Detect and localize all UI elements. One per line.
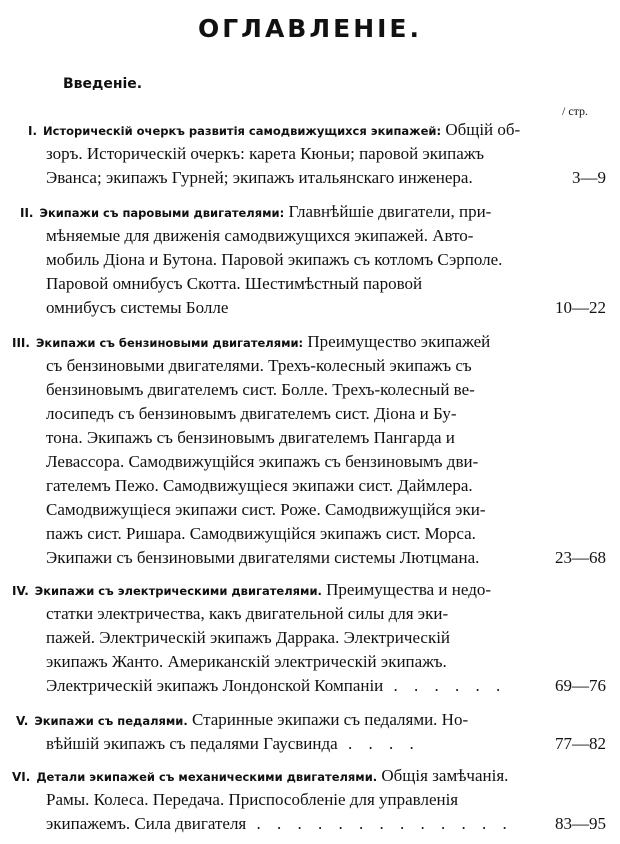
entry-text: Общія замѣчанія. xyxy=(381,766,509,785)
entry-line: съ бензиновыми двигателями. Трехъ-колесный экипажъ съ xyxy=(46,356,472,375)
introduction-heading: Введеніе. xyxy=(63,76,143,92)
entry-first-line xyxy=(28,118,608,142)
entry-number: II. xyxy=(20,206,34,220)
entry-pages: 77—82 xyxy=(555,734,606,753)
entry-line: Паровой омнибусъ Скотта. Шестимѣстный паровой xyxy=(46,274,423,293)
entry-line xyxy=(46,674,526,698)
entry-line: Левассора. Самодвижущійся экипажъ съ бензиновымъ дви- xyxy=(46,452,479,471)
entry-first-line xyxy=(16,708,610,732)
entry-line: мѣняемые для движенія самодвижущихся экипажей. Авто- xyxy=(46,226,474,245)
entry-pages: 23—68 xyxy=(555,548,606,567)
entry-text: экипажемъ. Сила двигателя xyxy=(46,814,247,833)
entry-text: Общій об- xyxy=(445,120,521,139)
entry-line: зоръ. Историческій очеркъ: карета Кюньи; паровой экипажъ xyxy=(46,144,485,163)
entry-pages: 10—22 xyxy=(555,298,606,317)
entry-number: IV. xyxy=(12,584,29,598)
entry-line: Самодвижущіеся экипажи сист. Роже. Самодвижущійся эки- xyxy=(46,500,486,519)
entry-line: Эванса; экипажъ Гурней; экипажъ итальянскаго инженера. xyxy=(46,168,473,187)
leader-dots: . . . . . . xyxy=(383,676,507,695)
page-column-header: / стр. xyxy=(562,104,589,118)
entry-line: экипажъ Жанто. Американскій электрическій экипажъ. xyxy=(46,652,447,671)
entry-text: Старинные экипажи съ педалями. Но- xyxy=(191,710,469,729)
entry-text: Главнѣйшіе двигатели, при- xyxy=(288,202,492,221)
entry-text: Преимущество экипажей xyxy=(307,332,491,351)
entry-heading: Экипажи съ бензиновыми двигателями: xyxy=(35,336,304,350)
entry-line: лосипедъ съ бензиновымъ двигателемъ сист. Діона и Бу- xyxy=(46,404,457,423)
entry-heading: Экипажи съ электрическими двигателями. xyxy=(34,584,322,598)
leader-dots: . . . . . . . . . . . . . xyxy=(246,814,513,833)
entry-text: Электрическій экипажъ Лондонской Компаніи xyxy=(46,676,384,695)
entry-line: пажей. Электрическій экипажъ Даррака. Электрическій xyxy=(46,628,451,647)
entry-pages: 69—76 xyxy=(555,676,606,695)
entry-line: Рамы. Колеса. Передача. Приспособленіе для управленія xyxy=(46,790,459,809)
entry-first-line xyxy=(12,330,610,354)
entry-number: V. xyxy=(16,714,29,728)
entry-line xyxy=(46,812,536,836)
entry-number: I. xyxy=(28,124,38,138)
entry-heading: Экипажи съ паровыми двигателями: xyxy=(39,206,285,220)
entry-number: VI. xyxy=(12,770,31,784)
entry-line: Экипажи съ бензиновыми двигателями системы Лютцмана. xyxy=(46,548,480,567)
entry-line: пажъ сист. Ришара. Самодвижущійся экипажъ сист. Морса. xyxy=(46,524,476,543)
entry-heading: Экипажи съ педалями. xyxy=(34,714,188,728)
entry-pages: 83—95 xyxy=(555,814,606,833)
entry-number: III. xyxy=(12,336,30,350)
entry-text: Преимущества и недо- xyxy=(326,580,492,599)
entry-line: бензиновымъ двигателемъ сист. Болле. Трехъ-колесный ве- xyxy=(46,380,475,399)
entry-first-line xyxy=(12,578,610,602)
entry-line xyxy=(46,732,526,756)
entry-line: статки электричества, какъ двигательной силы для эки- xyxy=(46,604,449,623)
entry-line: гателемъ Пежо. Самодвижущіеся экипажи сист. Даймлера. xyxy=(46,476,473,495)
entry-line: омнибусъ системы Болле xyxy=(46,298,229,317)
page-title: ОГЛАВЛЕНІЕ. xyxy=(198,14,422,43)
entry-heading: Детали экипажей съ механическими двигателями. xyxy=(36,770,378,784)
entry-pages: 3—9 xyxy=(572,168,606,187)
entry-line: тона. Экипажъ съ бензиновымъ двигателемъ Пангарда и xyxy=(46,428,455,447)
entry-text: вѣйшій экипажъ съ педалями Гаусвинда xyxy=(46,734,338,753)
entry-heading: Историческій очеркъ развитія самодвижущихся экипажей: xyxy=(43,124,442,138)
leader-dots: . . . . xyxy=(337,734,420,753)
entry-first-line xyxy=(12,764,610,788)
entry-line: мобиль Діона и Бутона. Паровой экипажъ съ котломъ Сэрполе. xyxy=(46,250,503,269)
entry-first-line xyxy=(20,200,610,224)
